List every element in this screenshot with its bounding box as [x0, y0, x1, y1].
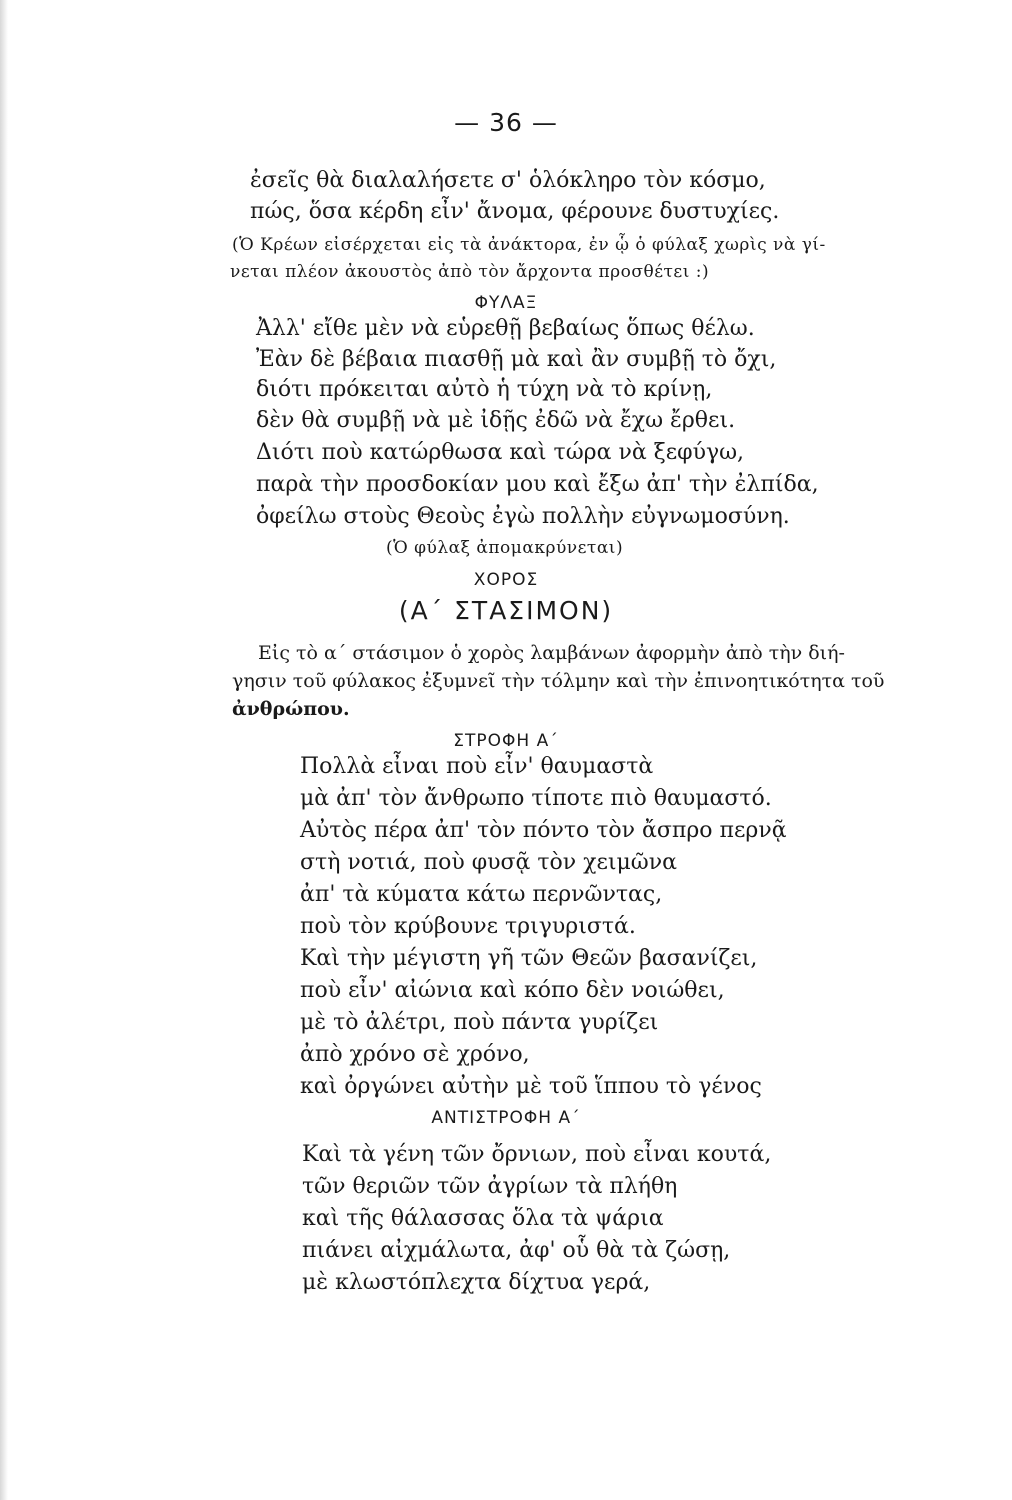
stage-direction: (Ὁ φύλαξ ἀπομακρύνεται) [386, 538, 624, 558]
verse-line: καὶ τῆς θάλασσας ὅλα τὰ ψάρια [302, 1206, 664, 1231]
verse-line: ποὺ εἶν' αἰώνια καὶ κόπο δὲν νοιώθει, [300, 978, 725, 1003]
speaker-name: ΧΟΡΟΣ [473, 570, 539, 590]
verse-line: δὲν θὰ συμβῇ νὰ μὲ ἰδῇς ἐδῶ νὰ ἔχω ἔρθει. [256, 408, 736, 433]
section-title: (Α΄ ΣΤΑΣΙΜΟΝ) [398, 596, 614, 625]
verse-line: ποὺ τὸν κρύβουνε τριγυριστά. [300, 914, 636, 939]
verse-line: μὲ κλωστόπλεχτα δίχτυα γερά, [302, 1270, 651, 1295]
verse-line: Αὐτὸς πέρα ἀπ' τὸν πόντο τὸν ἄσπρο περνᾷ [300, 818, 787, 843]
verse-line: διότι πρόκειται αὐτὸ ἡ τύχη νὰ τὸ κρίνῃ, [256, 377, 713, 402]
intro-line: Εἰς τὸ α΄ στάσιμον ὁ χορὸς λαμβάνων ἀφορμὴν ἀπὸ τὴν διή- [258, 642, 845, 664]
verse-line: ἀπ' τὰ κύματα κάτω περνῶντας, [300, 882, 663, 907]
verse-line: Διότι ποὺ κατώρθωσα καὶ τώρα νὰ ξεφύγω, [256, 440, 745, 465]
verse-line: ἀπὸ χρόνο σὲ χρόνο, [300, 1042, 530, 1067]
verse-line: μὰ ἀπ' τὸν ἄνθρωπο τίποτε πιὸ θαυμαστό. [300, 786, 772, 811]
verse-line: πιάνει αἰχμάλωτα, ἀφ' οὗ θὰ τὰ ζώσῃ, [302, 1238, 731, 1263]
verse-line: Ἐὰν δὲ βέβαια πιασθῇ μὰ καὶ ἂν συμβῇ τὸ ὄχι, [256, 347, 777, 372]
verse-line: Πολλὰ εἶναι ποὺ εἶν' θαυμαστὰ [300, 754, 654, 779]
verse-line: μὲ τὸ ἀλέτρι, ποὺ πάντα γυρίζει [300, 1010, 659, 1035]
speaker-name: ΦΥΛΑΞ [474, 293, 538, 313]
intro-line: ἀνθρώπου. [232, 698, 350, 720]
verse-line: Καὶ τὴν μέγιστη γῆ τῶν Θεῶν βασανίζει, [300, 946, 758, 971]
verse-line: Ἀλλ' εἴθε μὲν νὰ εὑρεθῇ βεβαίως ὅπως θέλω. [256, 316, 755, 341]
page-number: — 36 — [454, 108, 558, 137]
verse-line: ὀφείλω στοὺς Θεοὺς ἐγὼ πολλὴν εὐγνωμοσύνη. [256, 504, 790, 529]
stage-direction: (Ὁ Κρέων εἰσέρχεται εἰς τὰ ἀνάκτορα, ἐν ᾧ ὁ φύλαξ χωρὶς νὰ γί- [232, 235, 826, 255]
verse-line: πώς, ὅσα κέρδη εἶν' ἄνομα, φέρουνε δυστυχίες. [250, 199, 780, 224]
verse-line: τῶν θεριῶν τῶν ἀγρίων τὰ πλήθη [302, 1174, 678, 1199]
stage-direction: νεται πλέον ἀκουστὸς ἀπὸ τὸν ἄρχοντα προσθέτει :) [230, 262, 710, 282]
intro-line: γησιν τοῦ φύλακος ἐξυμνεῖ τὴν τόλμην καὶ τὴν ἐπινοητικότητα τοῦ [232, 670, 885, 692]
verse-line: Καὶ τὰ γένη τῶν ὄρνιων, ποὺ εἶναι κουτά, [302, 1142, 772, 1167]
antistrophe-title: ΑΝΤΙΣΤΡΟΦΗ Α΄ [431, 1108, 581, 1128]
strophe-title: ΣΤΡΟΦΗ Α΄ [453, 731, 559, 751]
verse-line: στὴ νοτιά, ποὺ φυσᾷ τὸν χειμῶνα [300, 850, 677, 875]
verse-line: καὶ ὀργώνει αὐτὴν μὲ τοῦ ἵππου τὸ γένος [300, 1074, 762, 1099]
verse-line: ἐσεῖς θὰ διαλαλήσετε σ' ὁλόκληρο τὸν κόσμο, [250, 168, 766, 193]
verse-line: παρὰ τὴν προσδοκίαν μου καὶ ἔξω ἀπ' τὴν ἐλπίδα, [256, 472, 819, 497]
